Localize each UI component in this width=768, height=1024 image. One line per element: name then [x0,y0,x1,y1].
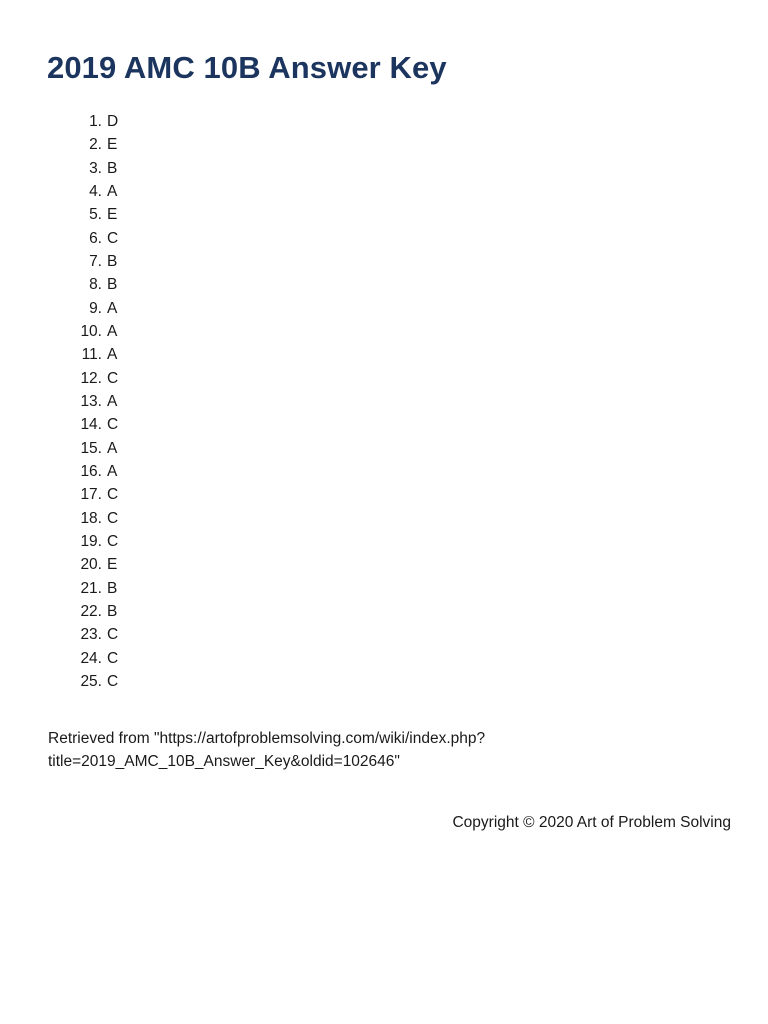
answer-letter: B [107,276,118,294]
answer-number: 15. [80,439,102,457]
answer-number: 1. [89,113,102,130]
answer-number: 11. [81,346,102,364]
answer-item [0,250,118,273]
answer-item [0,460,118,483]
answer-item [0,483,118,506]
answer-item [0,110,118,133]
answer-number: 17. [80,486,102,504]
answer-item [0,530,118,553]
answer-number: 5. [89,206,102,224]
answer-number: 10. [80,322,102,340]
answer-number: 22. [80,602,102,620]
answer-item [0,577,118,600]
page-title: 2019 AMC 10B Answer Key [47,50,447,85]
answer-item [0,343,118,366]
answer-letter: A [107,392,118,410]
answer-letter: A [107,322,118,340]
retrieved-line-2: title=2019_AMC_10B_Answer_Key&oldid=102646" [48,753,400,770]
answer-item [0,157,118,180]
answer-item [0,670,118,693]
answer-item [0,297,118,320]
answer-number: 2. [89,136,102,154]
answer-letter: B [107,579,118,597]
answer-number: 9. [89,299,102,317]
answer-item [0,133,118,156]
answer-number: 20. [80,556,102,574]
answer-item [0,203,118,226]
answer-list [0,110,118,693]
answer-item [0,227,118,250]
answer-number: 3. [89,159,102,177]
answer-letter: A [107,462,118,480]
retrieved-from-note [48,727,728,773]
answer-letter: B [107,602,118,620]
answer-number: 18. [80,509,102,527]
answer-item [0,367,118,390]
answer-item [0,180,118,203]
answer-number: 12. [80,369,102,387]
answer-number: 24. [80,649,102,667]
answer-letter: E [107,206,118,224]
answer-number: 19. [80,532,102,550]
answer-letter: E [107,136,118,154]
answer-item [0,553,118,576]
answer-letter: C [107,626,119,644]
answer-item [0,413,118,436]
answer-number: 16. [80,462,102,480]
answer-number: 23. [80,626,102,644]
answer-letter: C [107,532,119,550]
answer-letter: C [107,229,119,247]
answer-number: 25. [80,672,102,690]
answer-letter: A [107,182,118,200]
answer-item [0,273,118,296]
answer-letter: D [107,113,119,130]
answer-letter: E [107,556,118,574]
answer-number: 6. [89,229,102,247]
answer-letter: C [107,672,119,690]
answer-letter: C [107,486,119,504]
answer-number: 13. [80,392,102,410]
answer-number: 7. [89,252,102,270]
answer-item [0,507,118,530]
answer-number: 14. [80,416,102,434]
answer-item [0,623,118,646]
answer-number: 4. [89,182,102,200]
retrieved-line-1: Retrieved from "https://artofproblemsolving.com/wiki/index.php? [48,730,486,747]
copyright-footer: Copyright © 2020 Art of Problem Solving [452,814,731,831]
answer-item [0,390,118,413]
answer-item [0,647,118,670]
answer-number: 21. [80,579,102,597]
answer-letter: C [107,369,119,387]
answer-letter: C [107,649,119,667]
answer-letter: A [107,346,118,364]
answer-item [0,437,118,460]
answer-item [0,600,118,623]
answer-letter: C [107,416,119,434]
answer-item [0,320,118,343]
answer-letter: B [107,252,118,270]
answer-letter: C [107,509,119,527]
answer-number: 8. [89,276,102,294]
answer-letter: A [107,439,118,457]
answer-letter: B [107,159,118,177]
answer-letter: A [107,299,118,317]
